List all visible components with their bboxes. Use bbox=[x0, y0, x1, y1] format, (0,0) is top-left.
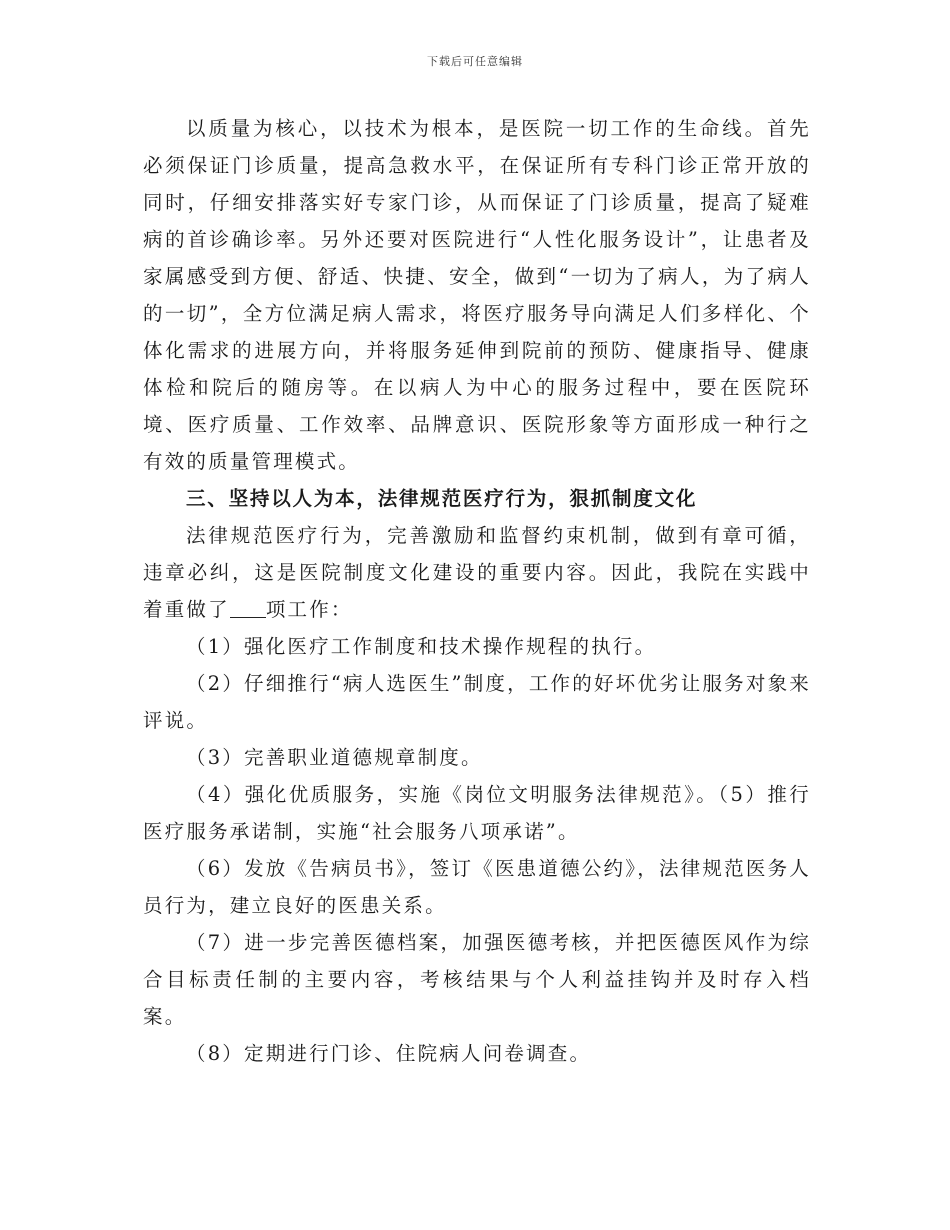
list-item-1: （1）强化医疗工作制度和技术操作规程的执行。 bbox=[186, 635, 657, 658]
list-item-6: （6）发放《告病员书》，签订《医患道德公约》，法律规范医务人员行为，建立良好的医患关系。 bbox=[143, 857, 811, 917]
paragraph-regulation-text: 法律规范医疗行为，完善激励和监督约束机制，做到有章可循，违章必纠，这是医院制度文化建设的重要内容。因此，我院在实践中着重做了 bbox=[143, 524, 811, 621]
fill-in-blank bbox=[230, 597, 266, 618]
list-item-2: （2）仔细推行“病人选医生”制度，工作的好坏优劣让服务对象来评说。 bbox=[143, 672, 811, 732]
paragraph-regulation bbox=[143, 517, 811, 628]
paragraph-quality: 以质量为核心，以技术为根本，是医院一切工作的生命线。首先必须保证门诊质量，提高急救水平，在保证所有专科门诊正常开放的同时，仔细安排落实好专家门诊，从而保证了门诊质量，提高了疑难病的首诊确诊率。另外还要对医院进行“人性化服务设计”，让患者及家属感受到方便、舒适、快捷、安全，做到“一切为了病人，为了病人的一切”，全方位满足病人需求，将医疗服务导向满足人们多样化、个体化需求的进展方向，并将服务延伸到院前的预防、健康指导、健康体检和院后的随房等。在以病人为中心的服务过程中，要在医院环境、医疗质量、工作效率、品牌意识、医院形象等方面形成一种行之有效的质量管理模式。 bbox=[143, 117, 811, 473]
list-item-4-5: （4）强化优质服务，实施《岗位文明服务法律规范》。（5）推行医疗服务承诺制，实施“社会服务八项承诺”。 bbox=[143, 783, 811, 843]
list-item-3: （3）完善职业道德规章制度。 bbox=[186, 746, 483, 769]
document-body bbox=[143, 110, 811, 1072]
section-heading-3: 三、坚持以人为本，法律规范医疗行为，狠抓制度文化 bbox=[186, 487, 698, 510]
list-item-8: （8）定期进行门诊、住院病人问卷调查。 bbox=[186, 1042, 592, 1065]
list-item-7: （7）进一步完善医德档案，加强医德考核，并把医德医风作为综合目标责任制的主要内容，考核结果与个人利益挂钩并及时存入档案。 bbox=[143, 931, 811, 1028]
page-header-note: 下载后可任意编辑 bbox=[427, 55, 523, 68]
paragraph-regulation-tail: 项工作： bbox=[265, 598, 353, 621]
